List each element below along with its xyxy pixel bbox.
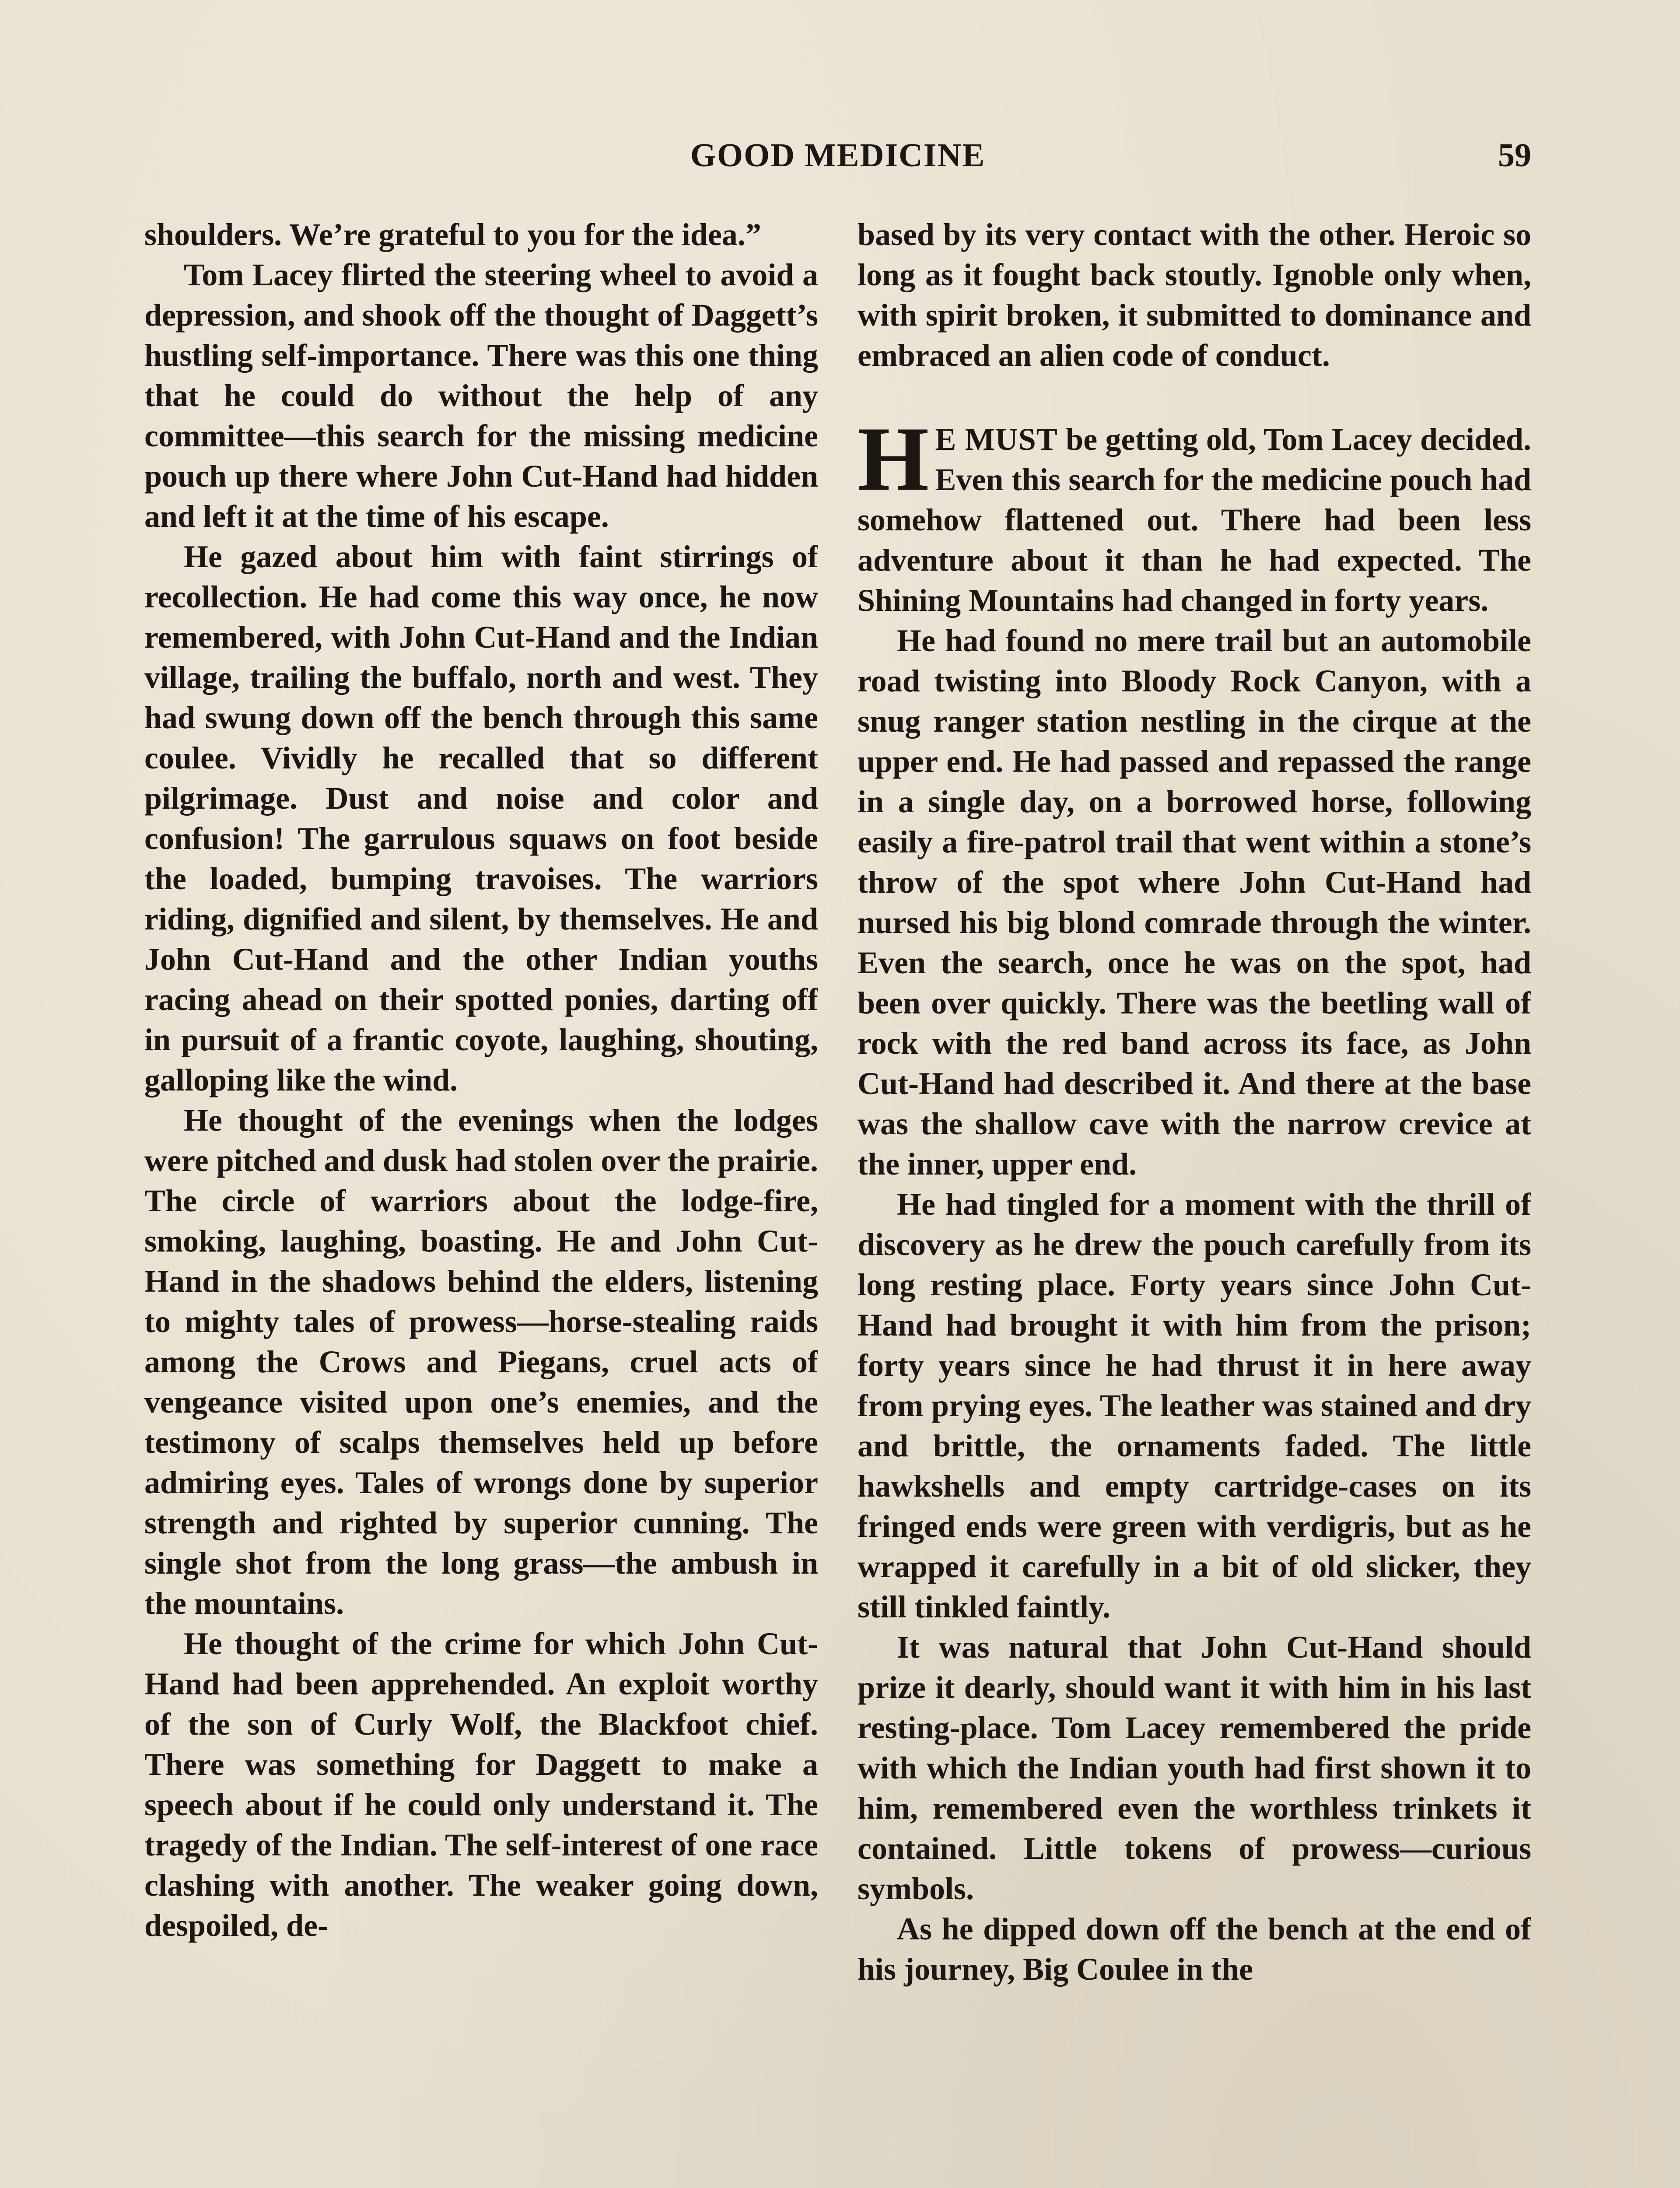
running-title: GOOD MEDICINE bbox=[690, 137, 986, 174]
paragraph: based by its very contact with the other. Heroic so long as it fought back stoutly. Ignoble only when, with spirit broken, it submitted to dominance and embraced an alien code of conduct. bbox=[858, 217, 1531, 373]
section-text: be getting old, Tom Lacey decided. Even this search for the medicine pouch had somehow flattened out. There had been less adventure about it than he had expected. The Shining Mountains had changed in forty years. bbox=[858, 422, 1531, 618]
paragraph: He thought of the crime for which John Cut-Hand had been apprehended. An exploit worthy of the son of Curly Wolf, the Blackfoot chief. There was something for Daggett to make a speech about if he could only understand it. The tragedy of the Indian. The self-interest of one race clashing with another. The weaker going down, despoiled, de- bbox=[144, 1626, 818, 1943]
page-header bbox=[144, 131, 1531, 179]
paragraph: As he dipped down off the bench at the end of his journey, Big Coulee in the bbox=[858, 1911, 1531, 1987]
paragraph: shoulders. We’re grateful to you for the idea.” bbox=[144, 217, 761, 252]
paragraph: He had tingled for a moment with the thrill of discovery as he drew the pouch carefully from its long resting place. Forty years since John Cut-Hand had brought it with him from the prison; forty years since he had thrust it in here away from prying eyes. The leather was stained and dry and brittle, the ornaments faded. The little hawkshells and empty cartridge-cases on its fringed ends were green with verdigris, but as he wrapped it carefully in a bit of old slicker, they still tinkled faintly. bbox=[858, 1187, 1531, 1624]
paragraph: Tom Lacey flirted the steering wheel to avoid a depression, and shook off the thought of Daggett’s hustling self-importance. There was this one thing that he could do without the help of any committee—this search for the missing medicine pouch up there where John Cut-Hand had hidden and left it at the time of his escape. bbox=[144, 257, 818, 534]
right-column bbox=[858, 214, 1531, 2188]
text-columns bbox=[144, 214, 1531, 2188]
page-number: 59 bbox=[1498, 137, 1531, 174]
paragraph: He thought of the evenings when the lodges were pitched and dusk had stolen over the prairie. The circle of warriors about the lodge-fire, smoking, laughing, boasting. He and John Cut-Hand in the shadows behind the elders, listening to mighty tales of prowess—horse-stealing raids among the Crows and Piegans, cruel acts of vengeance visited upon one’s enemies, and the testimony of scalps themselves held up before admiring eyes. Tales of wrongs done by superior strength and righted by superior cunning. The single shot from the long grass—the ambush in the mountains. bbox=[144, 1103, 818, 1621]
paragraph: It was natural that John Cut-Hand should prize it dearly, should want it with him in his last resting-place. Tom Lacey remembered the pride with which the Indian youth had first shown it to him, remembered even the worthless trinkets it contained. Little tokens of prowess—curious symbols. bbox=[858, 1630, 1531, 1906]
paragraph: He gazed about him with faint stirrings of recollection. He had come this way once, he now remembered, with John Cut-Hand and the Indian village, trailing the buffalo, north and west. They had swung down off the bench through this same coulee. Vividly he recalled that so different pilgrimage. Dust and noise and color and confusion! The garrulous squaws on foot beside the loaded, bumping travoises. The warriors riding, dignified and silent, by themselves. He and John Cut-Hand and the other Indian youths racing ahead on their spotted ponies, darting off in pursuit of a frantic coyote, laughing, shouting, galloping like the wind. bbox=[144, 539, 818, 1098]
drop-cap: H bbox=[858, 408, 929, 510]
paragraph: He had found no mere trail but an automobile road twisting into Bloody Rock Canyon, with a snug ranger station nestling in the cirque at the upper end. He had passed and repassed the range in a single day, on a borrowed horse, following easily a fire-patrol trail that went within a stone’s throw of the spot where John Cut-Hand had nursed his big blond comrade through the winter. Even the search, once he was on the spot, had been over quickly. There was the beetling wall of rock with the red band across its face, as John Cut-Hand had described it. And there at the base was the shallow cave with the narrow crevice at the inner, upper end. bbox=[858, 623, 1531, 1182]
left-column bbox=[144, 214, 818, 2188]
section-start-paragraph bbox=[858, 408, 1531, 621]
section-lead-caps: E MUST bbox=[935, 422, 1058, 457]
